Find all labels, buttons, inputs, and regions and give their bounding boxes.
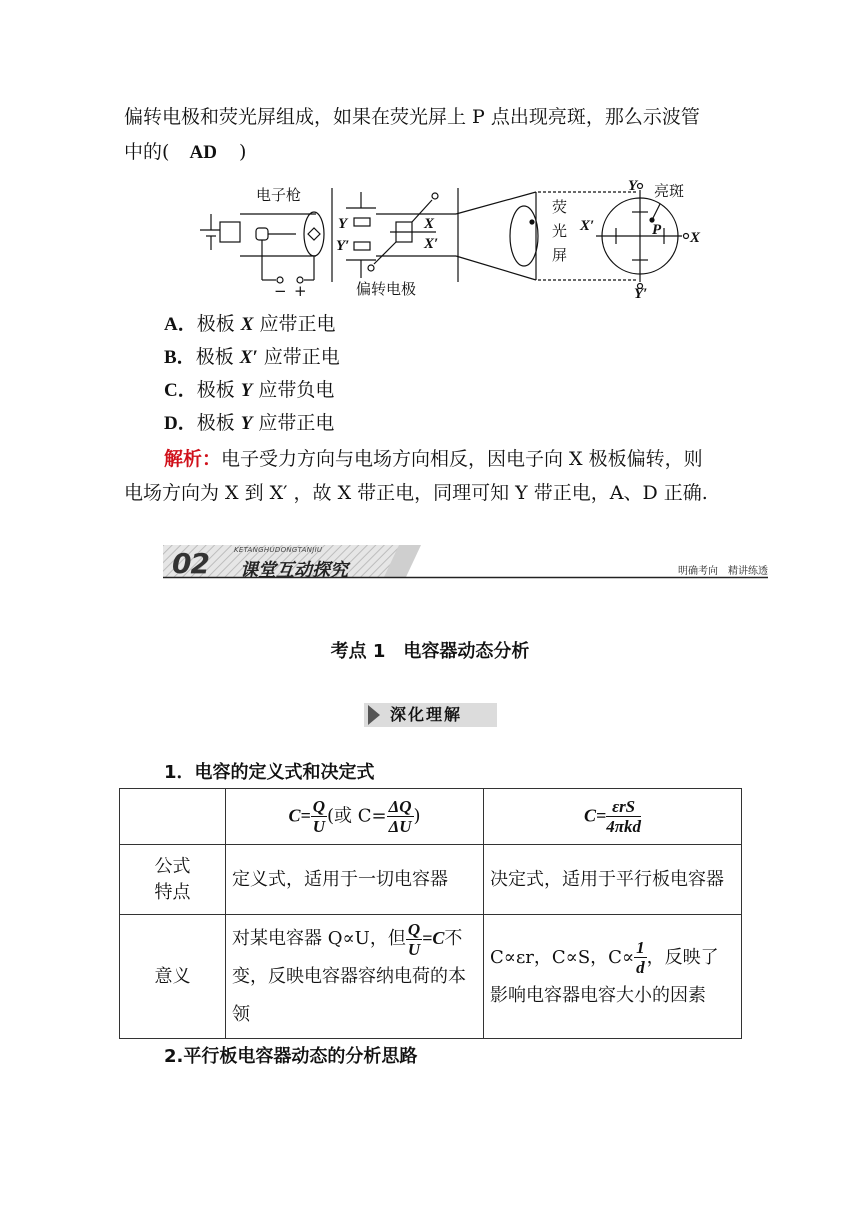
- arrow-icon: [366, 703, 386, 727]
- table-cell-formula-def: [226, 789, 484, 845]
- banner-title: 课堂互动探究: [240, 560, 348, 581]
- banner-subtitle: KETANGHUDONGTANJIU: [234, 546, 323, 554]
- analysis-line2: 电场方向为 X 到 X′ ，故 X 带正电，同理可知 Y 带正电，A、D 正确.: [124, 482, 708, 504]
- frac-den: 4πkd: [606, 817, 642, 836]
- label-Y-plate: Y: [338, 216, 348, 232]
- label-P: P: [652, 222, 662, 238]
- stem-prefix: 中的(: [124, 141, 170, 163]
- label-Yp-screen: Y′: [634, 286, 648, 300]
- frac-num: ΔQ: [388, 797, 412, 816]
- meaning-def-b: =C: [422, 928, 445, 948]
- option-var: Y: [240, 380, 253, 401]
- formula-c: C=: [288, 805, 311, 826]
- formula-mid: (或 C=: [326, 805, 387, 827]
- stem-suffix: ): [238, 141, 247, 163]
- frac-den: ΔU: [388, 817, 412, 836]
- plate-label: 偏转电极: [356, 280, 417, 298]
- analysis-text1: 电子受力方向与电场方向相反，因电子向 X 极板偏转，则: [221, 448, 703, 470]
- option-letter: D．: [164, 413, 197, 434]
- table-row: [120, 915, 742, 1039]
- heading-2: 2.平行板电容器动态的分析思路: [164, 1046, 418, 1067]
- label-Xp-plate: X′: [424, 236, 439, 252]
- label-Xp-screen: X′: [580, 218, 595, 234]
- minus-label: −: [274, 282, 287, 300]
- row-head-meaning: 意义: [120, 915, 226, 1039]
- meaning-det-a: C∝εr，C∝S，C∝: [490, 946, 635, 968]
- question-stem-line1: 偏转电极和荧光屏组成，如果在荧光屏上 P 点出现亮斑，那么示波管: [124, 106, 700, 128]
- gun-label: 电子枪: [256, 186, 302, 204]
- table-cell-def-feature: 定义式，适用于一切电容器: [226, 845, 484, 915]
- banner-right-text: 明确考向 精讲练透: [678, 566, 768, 577]
- option-letter: C．: [164, 380, 197, 401]
- option-a: [164, 310, 336, 339]
- option-pre: 极板: [196, 412, 241, 434]
- row-head-line2: 特点: [154, 881, 191, 903]
- fraction-er-s: [606, 798, 641, 835]
- plus-label: +: [294, 282, 307, 300]
- analysis-label: 解析：: [164, 448, 222, 470]
- table-cell-def-meaning: [226, 915, 484, 1039]
- frac-num: Q: [312, 797, 325, 816]
- frac-num: 1: [636, 938, 645, 957]
- table-row: [120, 845, 742, 915]
- banner-number: 02: [172, 547, 209, 580]
- label-X-screen: X: [690, 230, 701, 246]
- meaning-det-b: ，反映了影响电容器电容大小的因素: [490, 946, 719, 1006]
- capacitance-table: [119, 788, 742, 1039]
- screen-label-1: 荧: [552, 198, 568, 216]
- meaning-def-c: 不变，反映电容器容纳电荷的本领: [232, 928, 466, 1025]
- option-var: Y: [240, 413, 253, 434]
- option-var: X′: [239, 347, 258, 368]
- meaning-def-a: 对某电容器 Q∝U，但: [232, 928, 406, 949]
- frac-num: εrS: [606, 798, 641, 817]
- answer-text: AD: [189, 142, 217, 163]
- option-post: 应带正电: [252, 412, 335, 434]
- frac-den: d: [636, 958, 645, 977]
- screen-label-3: 屏: [552, 246, 568, 264]
- option-letter: A．: [164, 314, 197, 335]
- fraction-dq-du: [387, 798, 414, 835]
- screen-label-2: 光: [552, 222, 568, 240]
- frac-den: U: [312, 817, 325, 836]
- tag-text: 深化理解: [390, 705, 463, 724]
- frac-num: Q: [407, 919, 421, 939]
- option-post: 应带正电: [253, 313, 336, 335]
- option-pre: 极板: [196, 379, 241, 401]
- frac-den: U: [407, 939, 421, 959]
- fraction-q-u-2: [406, 921, 422, 958]
- label-Y-screen: Y: [628, 178, 638, 194]
- option-letter: B．: [164, 347, 196, 368]
- row-head-feature: [120, 845, 226, 915]
- option-b: [164, 343, 340, 372]
- section-title: 考点 1 电容器动态分析: [330, 641, 530, 662]
- fraction-1-d: [634, 939, 647, 976]
- table-cell-empty: [120, 789, 226, 845]
- option-pre: 极板: [195, 346, 240, 368]
- option-d: [164, 409, 334, 438]
- row-head-line1: 公式: [154, 855, 191, 877]
- table-cell-formula-det: [484, 789, 742, 845]
- option-c: [164, 376, 334, 405]
- table-cell-det-meaning: [484, 915, 742, 1039]
- fraction-q-u: [311, 798, 327, 835]
- table-row: [120, 789, 742, 845]
- option-post: 应带负电: [252, 379, 335, 401]
- formula-c2: C=: [583, 805, 607, 826]
- label-Yp-plate: Y′: [336, 238, 350, 254]
- heading-1: 1．电容的定义式和决定式: [164, 762, 375, 783]
- option-post: 应带正电: [257, 346, 340, 368]
- analysis-line1: [164, 445, 744, 473]
- formula-end: ): [413, 805, 421, 827]
- question-stem-line2: [124, 138, 744, 167]
- label-X-plate: X: [424, 216, 435, 232]
- spot-label: 亮斑: [654, 182, 685, 200]
- oscilloscope-diagram: [196, 178, 716, 300]
- option-var: X: [240, 314, 254, 335]
- option-pre: 极板: [196, 313, 241, 335]
- table-cell-det-feature: 决定式，适用于平行板电容器: [484, 845, 742, 915]
